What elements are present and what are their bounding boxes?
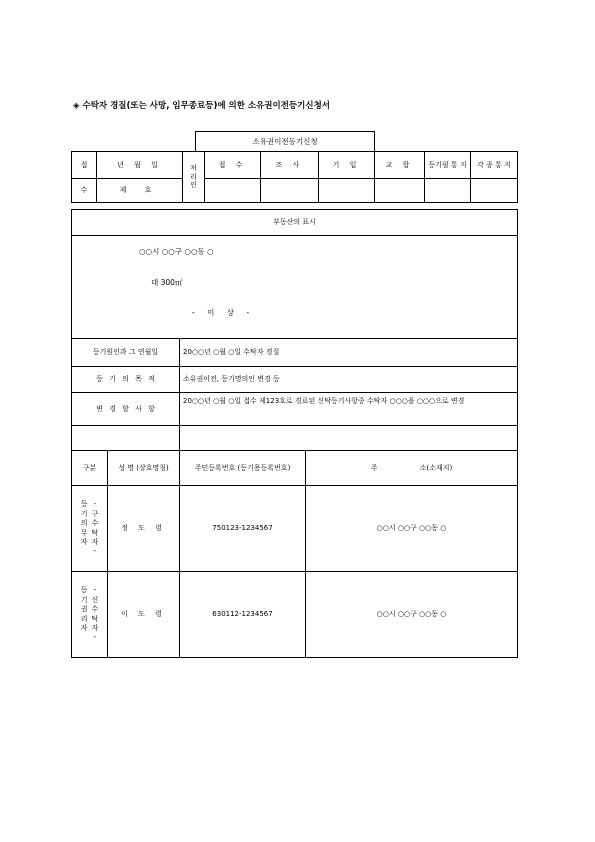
property-land: 대 300㎡ [151,278,183,287]
change-label: 변 경 할 사 항 [72,393,180,426]
property-address: ○○시 ○○구 ○○동 ○ [139,247,214,256]
col-jeopsu: 접 수 [205,152,261,179]
property-header: 부동산의 표시 [72,210,518,236]
obligor-address[interactable]: ○○시 ○○구 ○○동 ○ [306,486,518,572]
holder-id[interactable]: 630112-1234567 [180,572,306,658]
holder-name[interactable]: 이 도 령 [108,572,180,658]
property-description [72,236,518,339]
cause-label: 등기원인과 그 연월일 [72,339,180,367]
cell-various-notice[interactable] [471,179,518,203]
obligor-id[interactable]: 750123-1234567 [180,486,306,572]
reception-title: 소유권이전등기신청 [195,131,375,151]
holder-label: 등 기 권 리 자 - 신 수 탁 자 - [72,572,108,658]
main-table [71,209,518,658]
reception-su: 수 [72,179,97,203]
col-registry-notice: 등기필 통 지 [425,152,471,179]
col-gubun: 구분 [72,451,108,486]
document-heading: ◈ 수탁자 경질(또는 사망, 임무종료등)에 의한 소유권이전등기신청서 [73,101,330,111]
col-name: 성 명 (상호명칭) [108,451,180,486]
col-josa: 조 사 [261,152,319,179]
property-end: - 이 상 - [192,308,250,317]
change-value[interactable]: 20○○년 ○월 ○일 접수 제123호로 경료된 신탁등기사항중 수탁자 ○○○을 ○○○으로 변경 [180,393,518,426]
obligor-name[interactable]: 정 도 령 [108,486,180,572]
purpose-label: 등 기 의 목 적 [72,367,180,393]
reception-je-ho: 제 호 [97,179,183,203]
blank-left [72,426,180,451]
col-id: 주민등록번호 (등기용등록번호) [180,451,306,486]
cell-registry-notice[interactable] [425,179,471,203]
blank-right [180,426,518,451]
col-various-notice: 각 종 통 지 [471,152,518,179]
col-address: 주 소(소재지) [306,451,518,486]
cell-gyohap[interactable] [375,179,425,203]
cheori-in-label: 처 리 인 [183,152,205,203]
reception-table [71,151,518,203]
col-gyohap: 교 합 [375,152,425,179]
col-giip: 기 입 [319,152,375,179]
cell-josa[interactable] [261,179,319,203]
purpose-value[interactable]: 소유권이전, 등기명의인 변경 등 [180,367,518,393]
cause-value[interactable]: 20○○년 ○월 ○일 수탁자 경질 [180,339,518,367]
cell-giip[interactable] [319,179,375,203]
reception-date-label: 년 월 일 [97,152,183,179]
reception-jeop: 접 [72,152,97,179]
obligor-label: 등 기 의 무 자 - 구 수 탁 자 - [72,486,108,572]
cell-jeopsu[interactable] [205,179,261,203]
holder-address[interactable]: ○○시 ○○구 ○○동 ○ [306,572,518,658]
